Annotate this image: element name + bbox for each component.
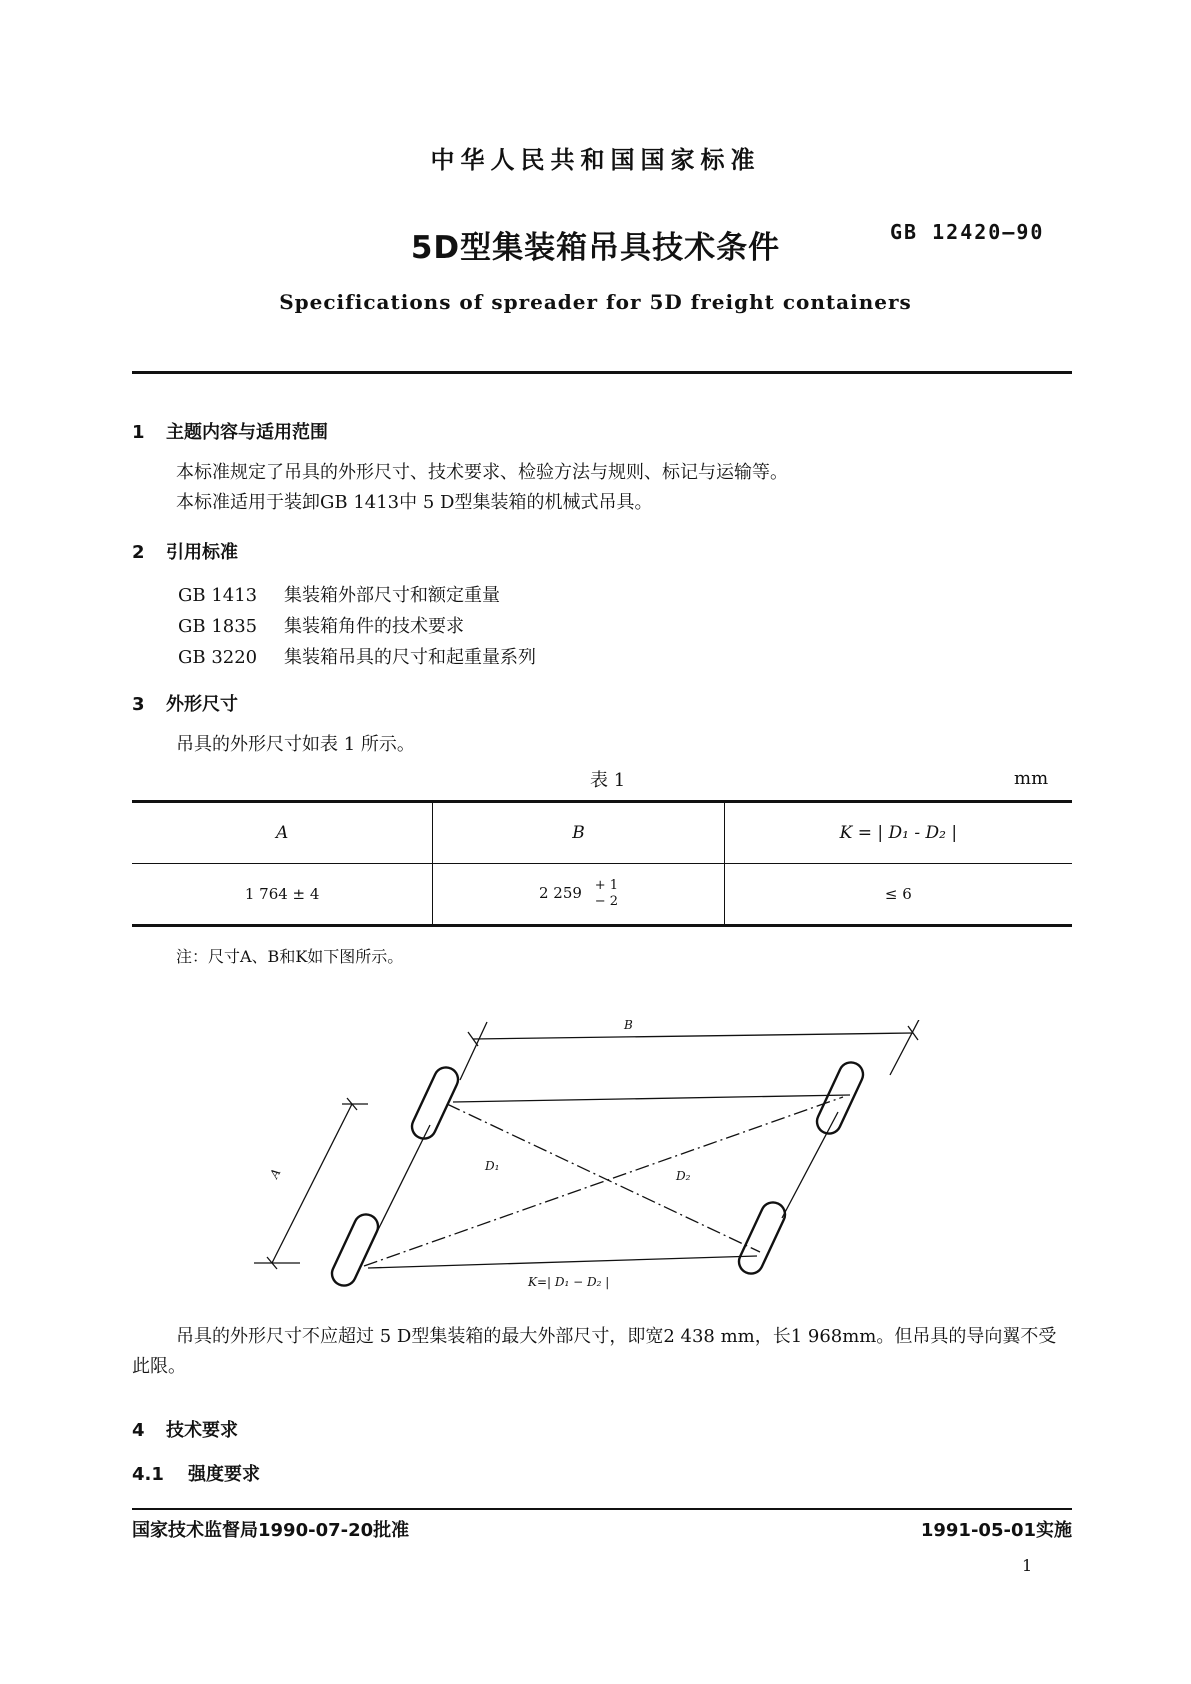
- label-d1: D₁: [485, 1159, 500, 1173]
- table-caption: 表 1: [590, 770, 626, 791]
- reference-list: [178, 580, 536, 673]
- page-number: 1: [1022, 1556, 1033, 1575]
- header-a: A: [276, 823, 289, 843]
- document-title: 5D型集装箱吊具技术条件: [410, 230, 781, 266]
- section-4-number: 4: [132, 1420, 145, 1441]
- diagonal-d2: [447, 1104, 760, 1252]
- section-1-number: 1: [132, 422, 145, 443]
- reference-item: [178, 642, 536, 673]
- label-b: B: [624, 1020, 633, 1032]
- header-k: K = | D₁ - D₂ |: [724, 802, 1072, 864]
- dimension-line-b: [473, 1033, 913, 1039]
- section-1-heading: [132, 418, 328, 444]
- section-1-paragraph-2: 本标准适用于装卸GB 1413中 5 D型集装箱的机械式吊具。: [176, 492, 653, 513]
- section-2-heading: [132, 538, 238, 564]
- cell-b-tolerance: [595, 878, 618, 910]
- dimension-line-a: [272, 1104, 352, 1263]
- extension-line-b-right: [890, 1020, 924, 1075]
- tolerance-lower: − 2: [594, 894, 618, 909]
- cell-a: 1 764 ± 4: [244, 885, 320, 903]
- cell-k: ≤ 6: [724, 864, 1072, 926]
- diagonal-d1: [364, 1097, 843, 1266]
- section-4-1-heading: [132, 1460, 260, 1486]
- table-unit: mm: [1014, 768, 1049, 789]
- section-3-paragraph-after: 吊具的外形尺寸不应超过 5 D型集装箱的最大外部尺寸，即宽2 438 mm，长1 968mm。但吊具的导向翼不受此限。: [132, 1326, 1057, 1377]
- section-3-number: 3: [132, 694, 145, 715]
- reference-item: [178, 611, 536, 642]
- label-k: K=| D₁ − D₂ |: [528, 1275, 610, 1289]
- cell-b: [433, 864, 724, 926]
- reference-name: 集装箱外部尺寸和额定重量: [284, 585, 500, 606]
- section-4-heading: [132, 1416, 238, 1442]
- label-d2: D₂: [676, 1169, 691, 1183]
- section-3-title: 外形尺寸: [166, 694, 238, 715]
- reference-name: 集装箱角件的技术要求: [284, 616, 464, 637]
- section-3-heading: [132, 690, 238, 716]
- approval-date: 国家技术监督局1990-07-20批准: [132, 1520, 410, 1541]
- label-a: A: [267, 1166, 284, 1181]
- reference-code: GB 1413: [178, 585, 258, 606]
- frame-right: [782, 1112, 838, 1218]
- section-3-intro: 吊具的外形尺寸如表 1 所示。: [176, 734, 415, 755]
- footer-rule: [132, 1508, 1072, 1510]
- reference-code: GB 3220: [178, 647, 258, 668]
- twistlock-top-left: [408, 1063, 462, 1142]
- standard-code: GB 12420—90: [890, 220, 1045, 244]
- reference-name: 集装箱吊具的尺寸和起重量系列: [284, 647, 536, 668]
- header-rule: [132, 371, 1072, 374]
- table-header-row: [132, 802, 1072, 864]
- cell-b-value: 2 259: [538, 884, 582, 902]
- frame-left: [373, 1125, 430, 1240]
- header-b: B: [433, 802, 724, 864]
- extension-line-b-left: [460, 1022, 487, 1080]
- section-2-title: 引用标准: [166, 542, 238, 563]
- dimension-table: [132, 800, 1072, 927]
- twistlock-bottom-right: [735, 1198, 789, 1277]
- section-4-1-title: 强度要求: [188, 1464, 260, 1485]
- reference-item: [178, 580, 536, 611]
- frame-bottom: [368, 1256, 757, 1268]
- english-title: Specifications of spreader for 5D freight containers: [279, 290, 912, 314]
- table-row: [132, 864, 1072, 926]
- frame-top: [453, 1095, 850, 1102]
- section-4-1-number: 4.1: [132, 1464, 164, 1485]
- effective-date: 1991-05-01实施: [920, 1520, 1072, 1541]
- section-1-title: 主题内容与适用范围: [166, 422, 328, 443]
- reference-code: GB 1835: [178, 616, 258, 637]
- table-note: 注：尺寸A、B和K如下图所示。: [176, 947, 404, 966]
- section-4-title: 技术要求: [166, 1420, 238, 1441]
- tolerance-upper: + 1: [594, 878, 618, 893]
- twistlock-bottom-left: [328, 1210, 382, 1289]
- section-2-number: 2: [132, 542, 145, 563]
- national-standard-label: 中华人民共和国国家标准: [430, 146, 761, 174]
- section-1-paragraph-1: 本标准规定了吊具的外形尺寸、技术要求、检验方法与规则、标记与运输等。: [176, 462, 788, 483]
- spreader-dimension-diagram: [240, 1020, 960, 1300]
